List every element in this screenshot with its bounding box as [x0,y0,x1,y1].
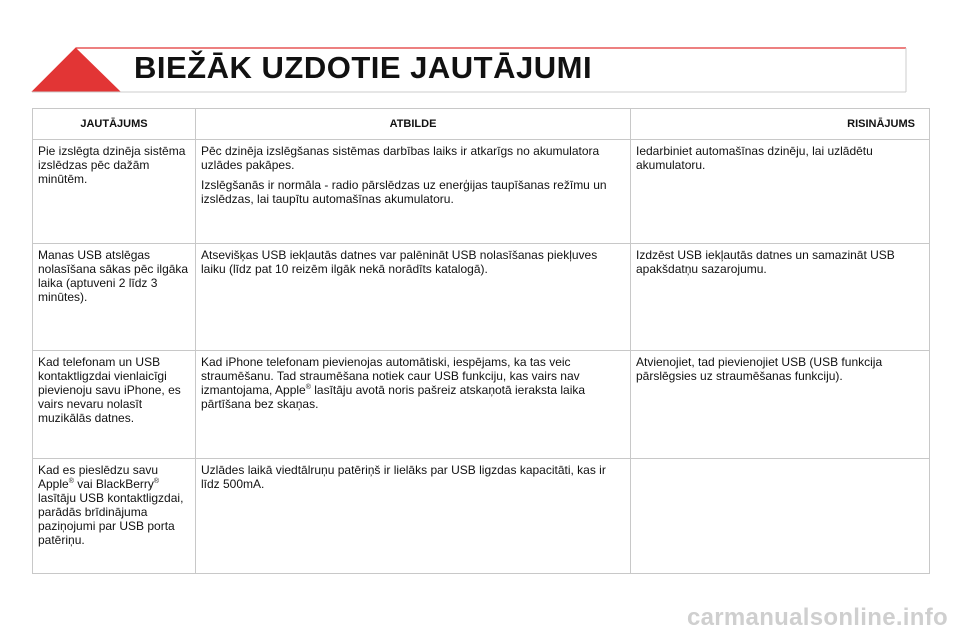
question-text-mid: vai BlackBerry [73,477,154,491]
solution-cell [631,140,930,244]
table-row [33,244,930,351]
question-cell [33,140,196,244]
table-header-row [33,109,930,140]
registered-mark: ® [153,478,160,485]
answer-paragraph: Pēc dzinēja izslēgšanas sistēmas darbības laiks ir atkarīgs no akumulatora uzlādes pakāpes. [201,144,600,172]
faq-table [32,108,930,574]
answer-text-start: Kad iPhone telefonam pievienojas automātiski, iespējams, ka tas veic straumēšanu. Tad straumēšana notiek caur USB funkciju, kas vairs nav izmantojama, Apple [201,355,580,397]
watermark: carmanualsonline.info [686,604,948,631]
page-header [0,0,960,100]
column-header-question: JAUTĀJUMS [33,109,196,140]
question-cell [33,459,196,574]
question-cell [33,244,196,351]
column-header-answer: ATBILDE [196,109,631,140]
answer-cell [196,459,631,574]
question-text: Manas USB atslēgas nolasīšana sākas pēc ilgāka laika (aptuveni 2 līdz 3 minūtes). [38,248,189,304]
solution-text: Atvienojiet, tad pievienojiet USB (USB funkcija pārslēgsies uz straumēšanas funkciju). [636,355,883,383]
answer-text-end: lasītāju avotā noris pašreiz atskaņotā ieraksta laika pārtīšana bez skaņas. [201,383,586,411]
registered-mark: ® [68,478,74,485]
question-text: Kad telefonam un USB kontaktligzdai vienlaicīgi pievienoju savu iPhone, es vairs nevaru nolasīt muzikālās datnes. [38,355,181,425]
column-header-solution: RISINĀJUMS [631,109,930,140]
answer-text: Uzlādes laikā viedtālruņu patēriņš ir lielāks par USB ligzdas kapacitāti, kas ir līdz 500mA. [201,463,606,491]
registered-mark: ® [305,384,311,391]
solution-cell [631,244,930,351]
page-title: BIEŽĀK UZDOTIE JAUTĀJUMI [134,50,593,85]
solution-cell [631,459,930,574]
table-row [33,140,930,244]
answer-paragraph: Izslēgšanās ir normāla - radio pārslēdzas uz enerģijas taupīšanas režīmu un izslēdzas, lai taupītu automašīnas akumulatoru. [201,178,607,206]
answer-cell [196,351,631,459]
table-row [33,459,930,574]
table-row [33,351,930,459]
question-text-start: Kad es pieslēdzu savu Apple [38,463,159,491]
answer-text: Atsevišķas USB iekļautās datnes var palēnināt USB nolasīšanas piekļuves laiku (līdz pat 10 reizēm ilgāk nekā norādīts katalogā). [201,248,598,276]
question-cell [33,351,196,459]
question-text-end: lasītāju USB kontaktligzdai, parādās brīdinājuma paziņojumi par USB porta patēriņu. [38,491,184,547]
question-text: Pie izslēgta dzinēja sistēma izslēdzas pēc dažām minūtēm. [38,144,186,186]
solution-cell [631,351,930,459]
answer-cell [196,244,631,351]
red-corner-triangle [32,48,121,92]
solution-text: Iedarbiniet automašīnas dzinēju, lai uzlādētu akumulatoru. [636,144,873,172]
solution-text: Izdzēst USB iekļautās datnes un samazināt USB apakšdatņu sazarojumu. [636,248,895,276]
answer-cell [196,140,631,244]
